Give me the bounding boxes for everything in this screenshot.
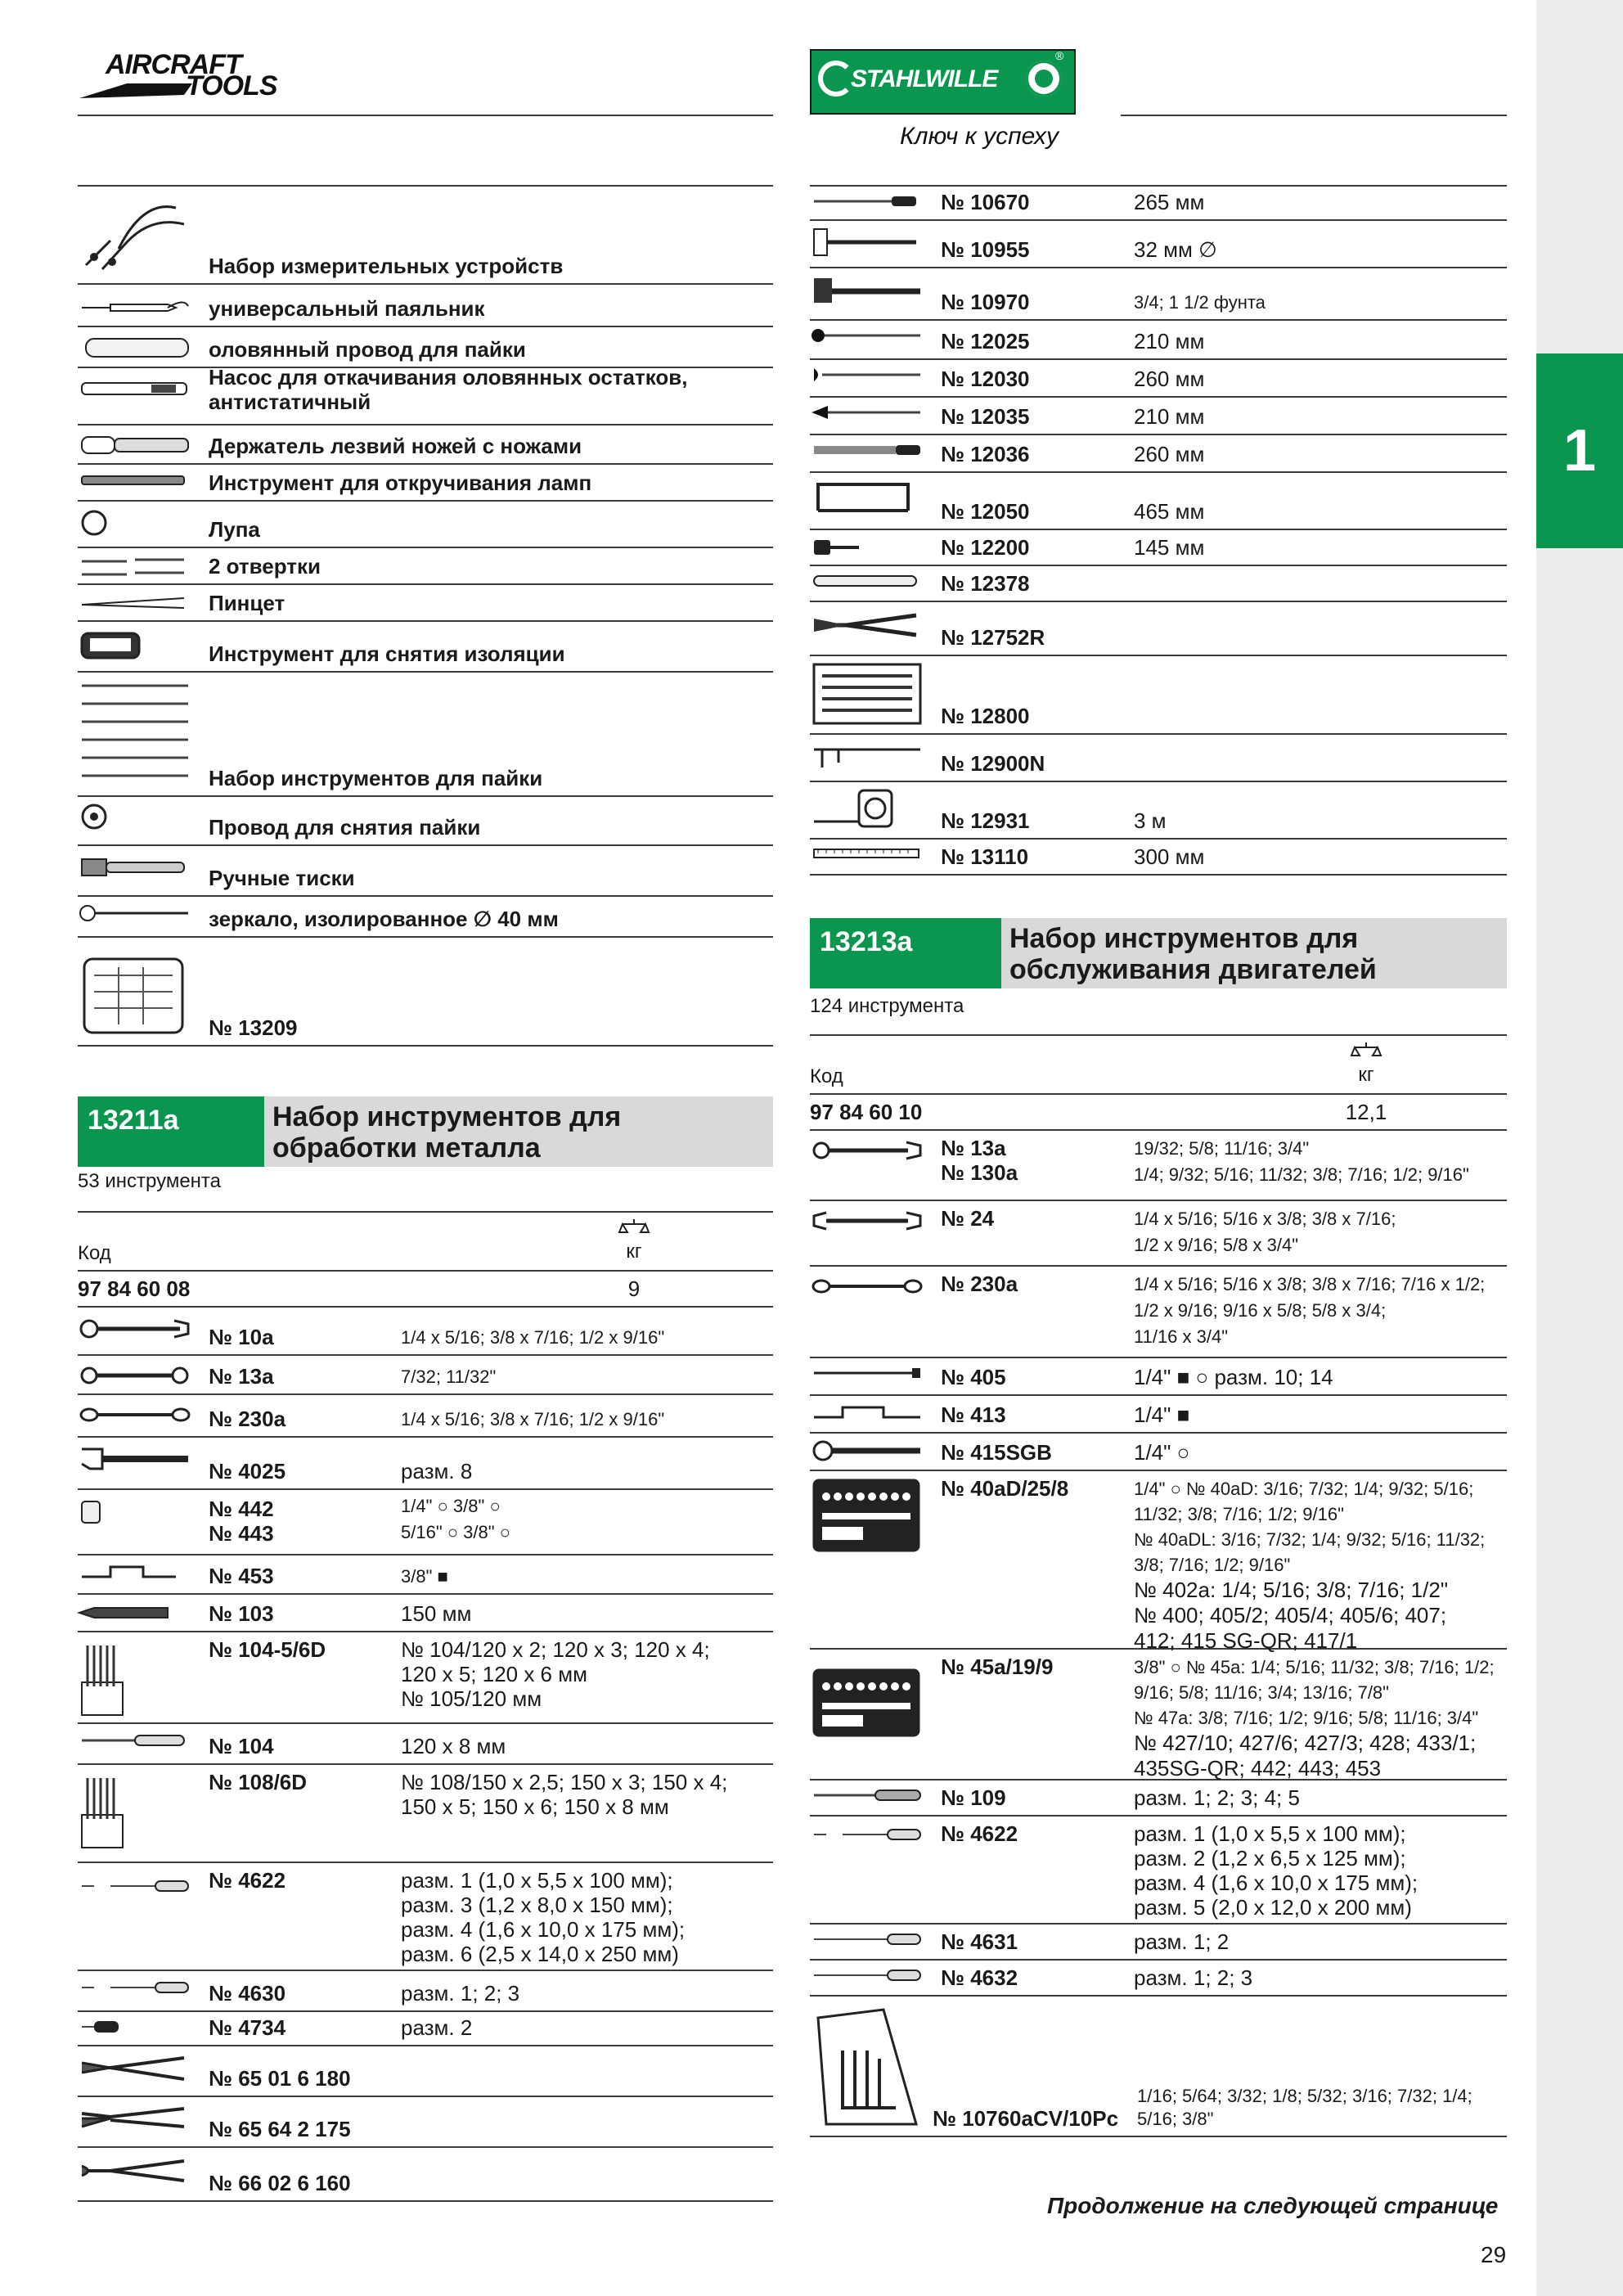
- part-spec: [1134, 1136, 1469, 1188]
- table-row: [78, 2097, 773, 2148]
- item-name: Инструмент для откручивания ламп: [209, 470, 592, 495]
- speed-brace-icon: [78, 1560, 192, 1590]
- part-number: № 453: [209, 1564, 274, 1588]
- list-item: [78, 622, 773, 673]
- part-spec: 210 мм: [1134, 404, 1205, 429]
- part-spec: [1134, 1654, 1495, 1781]
- punch-set-icon: [810, 661, 924, 727]
- extension-bar-icon: [810, 1363, 924, 1383]
- part-spec: [401, 1770, 727, 1819]
- screwdriver-icon: [78, 553, 192, 583]
- scale-icon: [618, 1218, 650, 1237]
- part-spec-line: 1/4; 9/32; 5/16; 11/32; 3/8; 7/16; 1/2; 9/16": [1134, 1164, 1469, 1185]
- part-number: № 10760aCV/10Pc: [933, 2106, 1119, 2131]
- table-row: [78, 2012, 773, 2046]
- screwdriver-icon: [810, 1929, 924, 1949]
- part-number: № 415SGB: [941, 1440, 1052, 1465]
- set-13213a-header: [810, 918, 1507, 988]
- list-item: [78, 897, 773, 938]
- part-spec: разм. 1; 2; 3: [1134, 1965, 1253, 1990]
- part-number: № 4622: [941, 1821, 1018, 1846]
- double-ring-wrench-icon: [78, 1400, 192, 1429]
- part-number: № 12035: [941, 404, 1030, 429]
- list-item: [78, 846, 773, 897]
- part-spec: разм. 1; 2: [1134, 1929, 1230, 1954]
- table-row: [810, 530, 1507, 566]
- part-number: № 10955: [941, 237, 1030, 262]
- weight-value: 12,1: [1345, 1100, 1387, 1124]
- table-row: [78, 1632, 773, 1724]
- adapter-icon: [78, 1495, 192, 1528]
- part-number: № 12931: [941, 808, 1030, 833]
- table-row: [78, 1863, 773, 1971]
- list-item: [78, 797, 773, 846]
- part-spec: 1/4 x 5/16; 3/8 x 7/16; 1/2 x 9/16": [401, 1327, 665, 1348]
- table-row: [810, 268, 1507, 321]
- set-title-line-2: обслуживания двигателей: [1009, 954, 1377, 985]
- part-spec: [1134, 1272, 1485, 1350]
- tweezers-icon: [78, 590, 192, 615]
- part-number: № 4025: [209, 1459, 286, 1483]
- file-icon: [810, 191, 924, 211]
- table-rule: [78, 1270, 773, 1272]
- part-spec-line: 435SG-QR; 442; 443; 453: [1134, 1756, 1382, 1781]
- part-spec: [1134, 1821, 1418, 1920]
- part-number: № 24: [941, 1206, 995, 1231]
- part-number: № 104-5/6D: [209, 1637, 326, 1662]
- table-row: [78, 1308, 773, 1356]
- weight-value: 9: [627, 1276, 641, 1301]
- item-name: № 13209: [209, 1015, 298, 1040]
- chapter-tab[interactable]: 1: [1536, 353, 1623, 548]
- logo-line-1: AIRCRAFT: [106, 49, 241, 80]
- table-row: [78, 1356, 773, 1395]
- logo-line-2: TOOLS: [186, 70, 277, 101]
- part-spec-line: разм. 1 (1,0 x 5,5 x 100 мм);: [1134, 1821, 1406, 1846]
- screwdriver-icon: [78, 2017, 192, 2038]
- list-item: [78, 285, 773, 327]
- list-item: [78, 548, 773, 585]
- table-row: [78, 2046, 773, 2097]
- left-item-list: [78, 187, 773, 1047]
- hacksaw-icon: [810, 478, 924, 519]
- part-spec: 145 мм: [1134, 535, 1205, 560]
- part-number: № 12030: [941, 367, 1030, 391]
- table-row: [810, 187, 1507, 221]
- part-number-line: № 13a: [941, 1136, 1006, 1160]
- list-item: [78, 585, 773, 622]
- part-number: № 65 64 2 175: [209, 2117, 351, 2141]
- table-row: [810, 1267, 1507, 1358]
- item-name: Держатель лезвий ножей с ножами: [209, 434, 582, 458]
- list-item: [78, 502, 773, 548]
- table-row: [78, 1555, 773, 1595]
- part-spec: 150 мм: [401, 1601, 472, 1626]
- soldering-iron-icon: [78, 290, 192, 322]
- part-spec-line: разм. 2 (1,2 x 6,5 x 125 мм);: [1134, 1846, 1406, 1871]
- speed-brace-icon: [810, 1401, 924, 1425]
- scale-icon: [1350, 1041, 1382, 1060]
- part-spec-line: 412; 415 SG-QR; 417/1: [1134, 1628, 1358, 1653]
- part-spec: 300 мм: [1134, 844, 1205, 869]
- part-spec: 1/16; 5/64; 3/32; 1/8; 5/32; 3/16; 7/32; 1/4; 5/16; 3/8": [1137, 2086, 1472, 2129]
- table-row: [810, 840, 1507, 876]
- soldering-set-icon: [78, 678, 192, 792]
- part-number: № 4734: [209, 2015, 286, 2040]
- part-number: № 12752R: [941, 625, 1045, 650]
- part-spec-line: 11/32; 3/8; 7/16; 1/2; 9/16": [1134, 1504, 1344, 1524]
- part-spec-line: разм. 6 (2,5 x 14,0 x 250 мм): [401, 1942, 679, 1966]
- list-item: [78, 327, 773, 368]
- part-spec: 1/4" ■ ○ разм. 10; 14: [1134, 1365, 1333, 1389]
- combination-wrench-icon: [78, 1312, 192, 1345]
- screwdriver-icon: [78, 1976, 192, 2001]
- part-spec: 210 мм: [1134, 329, 1205, 353]
- set-title-line-2: обработки металла: [272, 1132, 541, 1164]
- header-rule-left: [78, 115, 773, 116]
- table-row: [810, 360, 1507, 398]
- part-spec-line: 19/32; 5/8; 11/16; 3/4": [1134, 1138, 1310, 1159]
- gear-icon: [1026, 61, 1062, 97]
- set-count: 53 инструмента: [78, 1170, 221, 1192]
- table-row: [810, 1201, 1507, 1267]
- part-spec: [401, 1637, 710, 1711]
- set-count: 124 инструмента: [810, 995, 964, 1017]
- table-row: [810, 1961, 1507, 1997]
- stahlwille-logo: [810, 49, 1076, 115]
- part-spec: 120 x 8 мм: [401, 1734, 506, 1758]
- screwdriver-icon: [810, 1965, 924, 1985]
- lamp-tool-icon: [78, 470, 192, 494]
- hand-vise-icon: [78, 851, 192, 884]
- pliers-icon: [78, 2051, 192, 2087]
- part-spec: [401, 1493, 510, 1546]
- item-name: Лупа: [209, 517, 260, 542]
- wire-stripper-icon: [78, 627, 192, 668]
- hex-key-set-icon: [810, 2001, 924, 2132]
- part-number: № 65 01 6 180: [209, 2066, 351, 2091]
- part-spec: разм. 8: [401, 1459, 473, 1483]
- part-number: № 4632: [941, 1965, 1018, 1990]
- table-row: [78, 1438, 773, 1490]
- list-item: [78, 938, 773, 1047]
- table-row: [78, 1395, 773, 1438]
- table-row: [810, 1817, 1507, 1925]
- part-number: № 104: [209, 1734, 274, 1758]
- part-spec-line: № 427/10; 427/6; 427/3; 428; 433/1;: [1134, 1731, 1477, 1755]
- table-rule: [810, 1034, 1507, 1036]
- part-spec-line: 1/4" ○ № 40aD: 3/16; 7/32; 1/4; 9/32; 5/16;: [1134, 1479, 1474, 1499]
- table-rule: [78, 1211, 773, 1213]
- part-number: № 12900N: [941, 751, 1045, 776]
- set-13213a-list: [810, 1131, 1507, 2137]
- tin-snips-icon: [810, 607, 924, 643]
- part-spec: разм. 1; 2; 3; 4; 5: [1134, 1785, 1300, 1810]
- desoldering-wick-icon: [78, 802, 192, 838]
- part-spec: 1/4" ■: [1134, 1402, 1190, 1427]
- table-row: [78, 1971, 773, 2012]
- list-item: [78, 365, 773, 425]
- item-name: Ручные тиски: [209, 866, 355, 890]
- chisel-icon: [810, 571, 924, 591]
- part-spec: 32 мм ∅: [1134, 237, 1217, 262]
- part-number-line: № 442: [209, 1497, 274, 1521]
- item-name: Набор инструментов для пайки: [209, 766, 543, 790]
- part-spec: 1/4 x 5/16; 3/8 x 7/16; 1/2 x 9/16": [401, 1409, 665, 1429]
- right-margin-strip: [1536, 0, 1623, 2296]
- table-row: [78, 1595, 773, 1632]
- set-title: [1001, 918, 1507, 988]
- table-row: [810, 221, 1507, 268]
- set-13211a-header: [78, 1096, 773, 1167]
- part-spec: 260 мм: [1134, 367, 1205, 391]
- part-number: № 405: [941, 1365, 1006, 1389]
- part-spec: [401, 1868, 685, 1966]
- part-number: № 66 02 6 160: [209, 2171, 351, 2195]
- part-number: № 12378: [941, 571, 1030, 596]
- part-number: № 40aD/25/8: [941, 1476, 1069, 1501]
- combination-wrench-icon: [810, 1136, 924, 1165]
- table-row: [810, 602, 1507, 656]
- aircraft-tools-logo: [78, 47, 299, 105]
- part-number: № 4631: [941, 1929, 1018, 1954]
- table-row: [810, 656, 1507, 735]
- set-13211a-list: [78, 1308, 773, 2202]
- part-spec: 3 м: [1134, 808, 1167, 833]
- hammer-icon: [810, 273, 924, 309]
- part-spec-line: 1/4 x 5/16; 5/16 x 3/8; 3/8 x 7/16; 7/16 x 1/2;: [1134, 1274, 1486, 1294]
- right-item-list: [810, 187, 1507, 876]
- table-row: [78, 2148, 773, 2202]
- part-spec-line: 11/16 x 3/4": [1134, 1326, 1229, 1347]
- ruler-icon: [810, 844, 924, 864]
- table-row: [810, 1997, 1507, 2137]
- table-row: [810, 1650, 1507, 1781]
- file-icon: [810, 403, 924, 422]
- kg-label: кг: [626, 1240, 642, 1263]
- part-number: № 13a: [209, 1364, 274, 1389]
- table-row: [810, 1358, 1507, 1396]
- part-number: № 12200: [941, 535, 1030, 560]
- order-code: 97 84 60 10: [810, 1100, 923, 1124]
- set-code: 13213a: [810, 918, 1001, 988]
- list-item: [78, 425, 773, 465]
- part-spec-line: № 402a: 1/4; 5/16; 3/8; 7/16; 1/2": [1134, 1578, 1449, 1602]
- part-spec-line: 9/16; 5/8; 11/16; 3/4; 13/16; 7/8": [1134, 1682, 1389, 1703]
- item-name-text: Насос для откачивания оловянных остатков, антистатичный: [209, 365, 688, 414]
- part-spec-line: разм. 1 (1,0 x 5,5 x 100 мм);: [401, 1868, 673, 1893]
- double-ring-wrench-icon: [810, 1272, 924, 1301]
- part-spec: [1134, 1476, 1485, 1654]
- part-number: № 10970: [941, 290, 1030, 314]
- screwdriver-icon: [810, 1825, 924, 1844]
- item-name: Набор измерительных устройств: [209, 254, 564, 278]
- part-spec-line: 1/4" ○ 3/8" ○: [401, 1496, 501, 1516]
- part-spec-line: 1/2 x 9/16; 9/16 x 5/8; 5/8 x 3/4;: [1134, 1300, 1387, 1321]
- part-number: № 12050: [941, 499, 1030, 524]
- socket-set-icon: [810, 1476, 924, 1558]
- item-name: оловянный провод для пайки: [209, 337, 526, 362]
- part-spec-line: разм. 5 (2,0 x 12,0 x 200 мм): [1134, 1895, 1412, 1920]
- table-row: [78, 1490, 773, 1555]
- part-spec: 265 мм: [1134, 190, 1205, 214]
- adjustable-wrench-icon: [78, 1443, 192, 1483]
- part-spec: [1134, 1206, 1396, 1258]
- part-number: № 109: [941, 1785, 1006, 1810]
- screwdriver-stand-icon: [78, 1770, 192, 1852]
- part-spec-line: № 105/120 мм: [401, 1686, 542, 1711]
- ratchet-icon: [810, 1438, 924, 1463]
- part-spec: 1/4" ○: [1134, 1440, 1190, 1465]
- part-spec-line: разм. 4 (1,6 x 10,0 x 175 мм);: [1134, 1871, 1418, 1895]
- wrench-head-icon: [818, 61, 854, 97]
- part-number: № 108/6D: [209, 1770, 308, 1794]
- part-spec-line: 5/16" ○ 3/8" ○: [401, 1522, 510, 1542]
- part-spec-line: 3/8" ○ № 45a: 1/4; 5/16; 11/32; 3/8; 7/16; 1/2;: [1134, 1657, 1495, 1677]
- part-number: № 4622: [209, 1868, 286, 1893]
- part-spec: 3/4; 1 1/2 фунта: [1134, 292, 1266, 313]
- item-name: [209, 365, 749, 414]
- part-spec-line: разм. 4 (1,6 x 10,0 x 175 мм);: [401, 1917, 686, 1942]
- part-spec-line: 150 x 5; 150 x 6; 150 x 8 мм: [401, 1794, 669, 1819]
- item-name: Пинцет: [209, 591, 285, 615]
- part-number: № 12025: [941, 329, 1030, 353]
- part-number: № 4630: [209, 1981, 286, 2006]
- side-cutter-icon: [78, 2153, 192, 2189]
- part-number: № 10a: [209, 1325, 274, 1349]
- part-number-line: № 130a: [941, 1160, 1018, 1185]
- header-rule-right: [1121, 115, 1507, 116]
- part-spec-line: № 400; 405/2; 405/4; 405/6; 407;: [1134, 1603, 1447, 1627]
- part-spec-line: № 108/150 x 2,5; 150 x 3; 150 x 4;: [401, 1770, 728, 1794]
- order-code: 97 84 60 08: [78, 1276, 191, 1301]
- screwdriver-icon: [810, 1785, 924, 1805]
- part-spec-line: № 47a: 3/8; 7/16; 1/2; 9/16; 5/8; 11/16; 3/4": [1134, 1708, 1479, 1728]
- part-spec: 465 мм: [1134, 499, 1205, 524]
- part-number: [941, 1136, 1018, 1185]
- item-name: 2 отвертки: [209, 554, 321, 579]
- part-spec: разм. 1; 2; 3: [401, 1981, 520, 2006]
- table-row: [810, 566, 1507, 602]
- table-row: [810, 1471, 1507, 1653]
- part-spec: 7/32; 11/32": [401, 1366, 497, 1387]
- item-name: зеркало, изолированное ∅ 40 мм: [209, 907, 559, 931]
- item-name: Инструмент для снятия изоляции: [209, 642, 565, 666]
- set-title: [264, 1096, 773, 1167]
- list-item: [78, 673, 773, 797]
- part-number: № 230a: [209, 1407, 286, 1431]
- file-icon: [810, 440, 924, 460]
- table-row: [810, 1396, 1507, 1434]
- registered-mark: ®: [1055, 49, 1064, 62]
- magnifier-icon: [78, 506, 192, 542]
- table-row: [78, 1765, 773, 1863]
- part-spec: 3/8" ■: [401, 1566, 448, 1587]
- part-number: № 45a/19/9: [941, 1654, 1054, 1679]
- file-icon: [810, 365, 924, 385]
- item-name: универсальный паяльник: [209, 296, 485, 321]
- part-spec-line: 1/2 x 9/16; 5/8 x 3/4": [1134, 1235, 1299, 1255]
- desoldering-pump-icon: [78, 373, 192, 406]
- part-number: № 230a: [941, 1272, 1018, 1296]
- saw-handle-icon: [810, 535, 924, 560]
- part-spec: разм. 2: [401, 2015, 473, 2040]
- page-number: 29: [1481, 2242, 1507, 2267]
- part-number: № 10670: [941, 190, 1030, 214]
- multimeter-icon: [78, 191, 192, 273]
- socket-set-icon: [810, 1666, 924, 1748]
- part-number: № 12800: [941, 704, 1030, 728]
- part-number: № 103: [209, 1601, 274, 1626]
- code-label: Код: [78, 1242, 111, 1264]
- set-title-line-1: Набор инструментов для: [1009, 923, 1359, 954]
- mirror-icon: [78, 902, 192, 926]
- table-row: [810, 1131, 1507, 1201]
- solder-wire-icon: [78, 332, 192, 365]
- table-rule: [810, 1093, 1507, 1095]
- table-row: [810, 735, 1507, 782]
- table-row: [78, 1724, 773, 1765]
- part-number: № 13110: [941, 844, 1029, 869]
- tape-measure-icon: [810, 787, 924, 833]
- mallet-icon: [810, 226, 924, 259]
- locking-pliers-icon: [78, 2102, 192, 2138]
- part-spec: 260 мм: [1134, 442, 1205, 466]
- table-row: [810, 398, 1507, 435]
- table-row: [810, 1925, 1507, 1961]
- caliper-icon: [810, 740, 924, 772]
- list-item: [78, 465, 773, 502]
- screwdriver-stand-icon: [78, 1637, 192, 1719]
- part-number: [209, 1497, 274, 1546]
- utility-knife-icon: [78, 1600, 192, 1624]
- screwdriver-icon: [78, 1876, 192, 1901]
- table-row: [810, 435, 1507, 473]
- slogan: Ключ к успеху: [900, 123, 1059, 150]
- part-number: № 413: [941, 1402, 1006, 1427]
- part-number-line: № 443: [209, 1521, 274, 1546]
- part-spec-line: 1/4 x 5/16; 5/16 x 3/8; 3/8 x 7/16;: [1134, 1209, 1396, 1229]
- set-code: 13211a: [78, 1096, 264, 1167]
- knife-holder-icon: [78, 430, 192, 460]
- continued-note: Продолжение на следующей странице: [1047, 2193, 1499, 2218]
- part-number: № 12036: [941, 442, 1030, 466]
- code-label: Код: [810, 1065, 843, 1087]
- table-row: [810, 473, 1507, 530]
- part-spec-line: 3/8; 7/16; 1/2; 9/16": [1134, 1555, 1291, 1575]
- part-spec-line: разм. 3 (1,2 x 8,0 x 150 мм);: [401, 1893, 673, 1917]
- set-title-line-1: Набор инструментов для: [272, 1101, 622, 1132]
- file-icon: [810, 326, 924, 345]
- item-name: Провод для снятия пайки: [209, 815, 481, 840]
- kg-label: кг: [1358, 1064, 1374, 1086]
- part-spec-line: № 40aDL: 3/16; 7/32; 1/4; 9/32; 5/16; 11/32;: [1134, 1529, 1486, 1550]
- table-row: [810, 1434, 1507, 1471]
- part-spec-line: № 104/120 x 2; 120 x 3; 120 x 4;: [401, 1637, 710, 1662]
- table-row: [810, 1781, 1507, 1817]
- part-spec-line: 120 x 5; 120 x 6 мм: [401, 1662, 587, 1686]
- screwdriver-icon: [78, 1729, 192, 1754]
- table-row: [810, 321, 1507, 360]
- double-open-wrench-icon: [810, 1206, 924, 1236]
- case-icon: [78, 943, 192, 1041]
- table-row: [810, 782, 1507, 840]
- combination-wrench-icon: [78, 1361, 192, 1390]
- stahlwille-wordmark: STAHLWILLE: [851, 65, 998, 92]
- list-item: [78, 187, 773, 285]
